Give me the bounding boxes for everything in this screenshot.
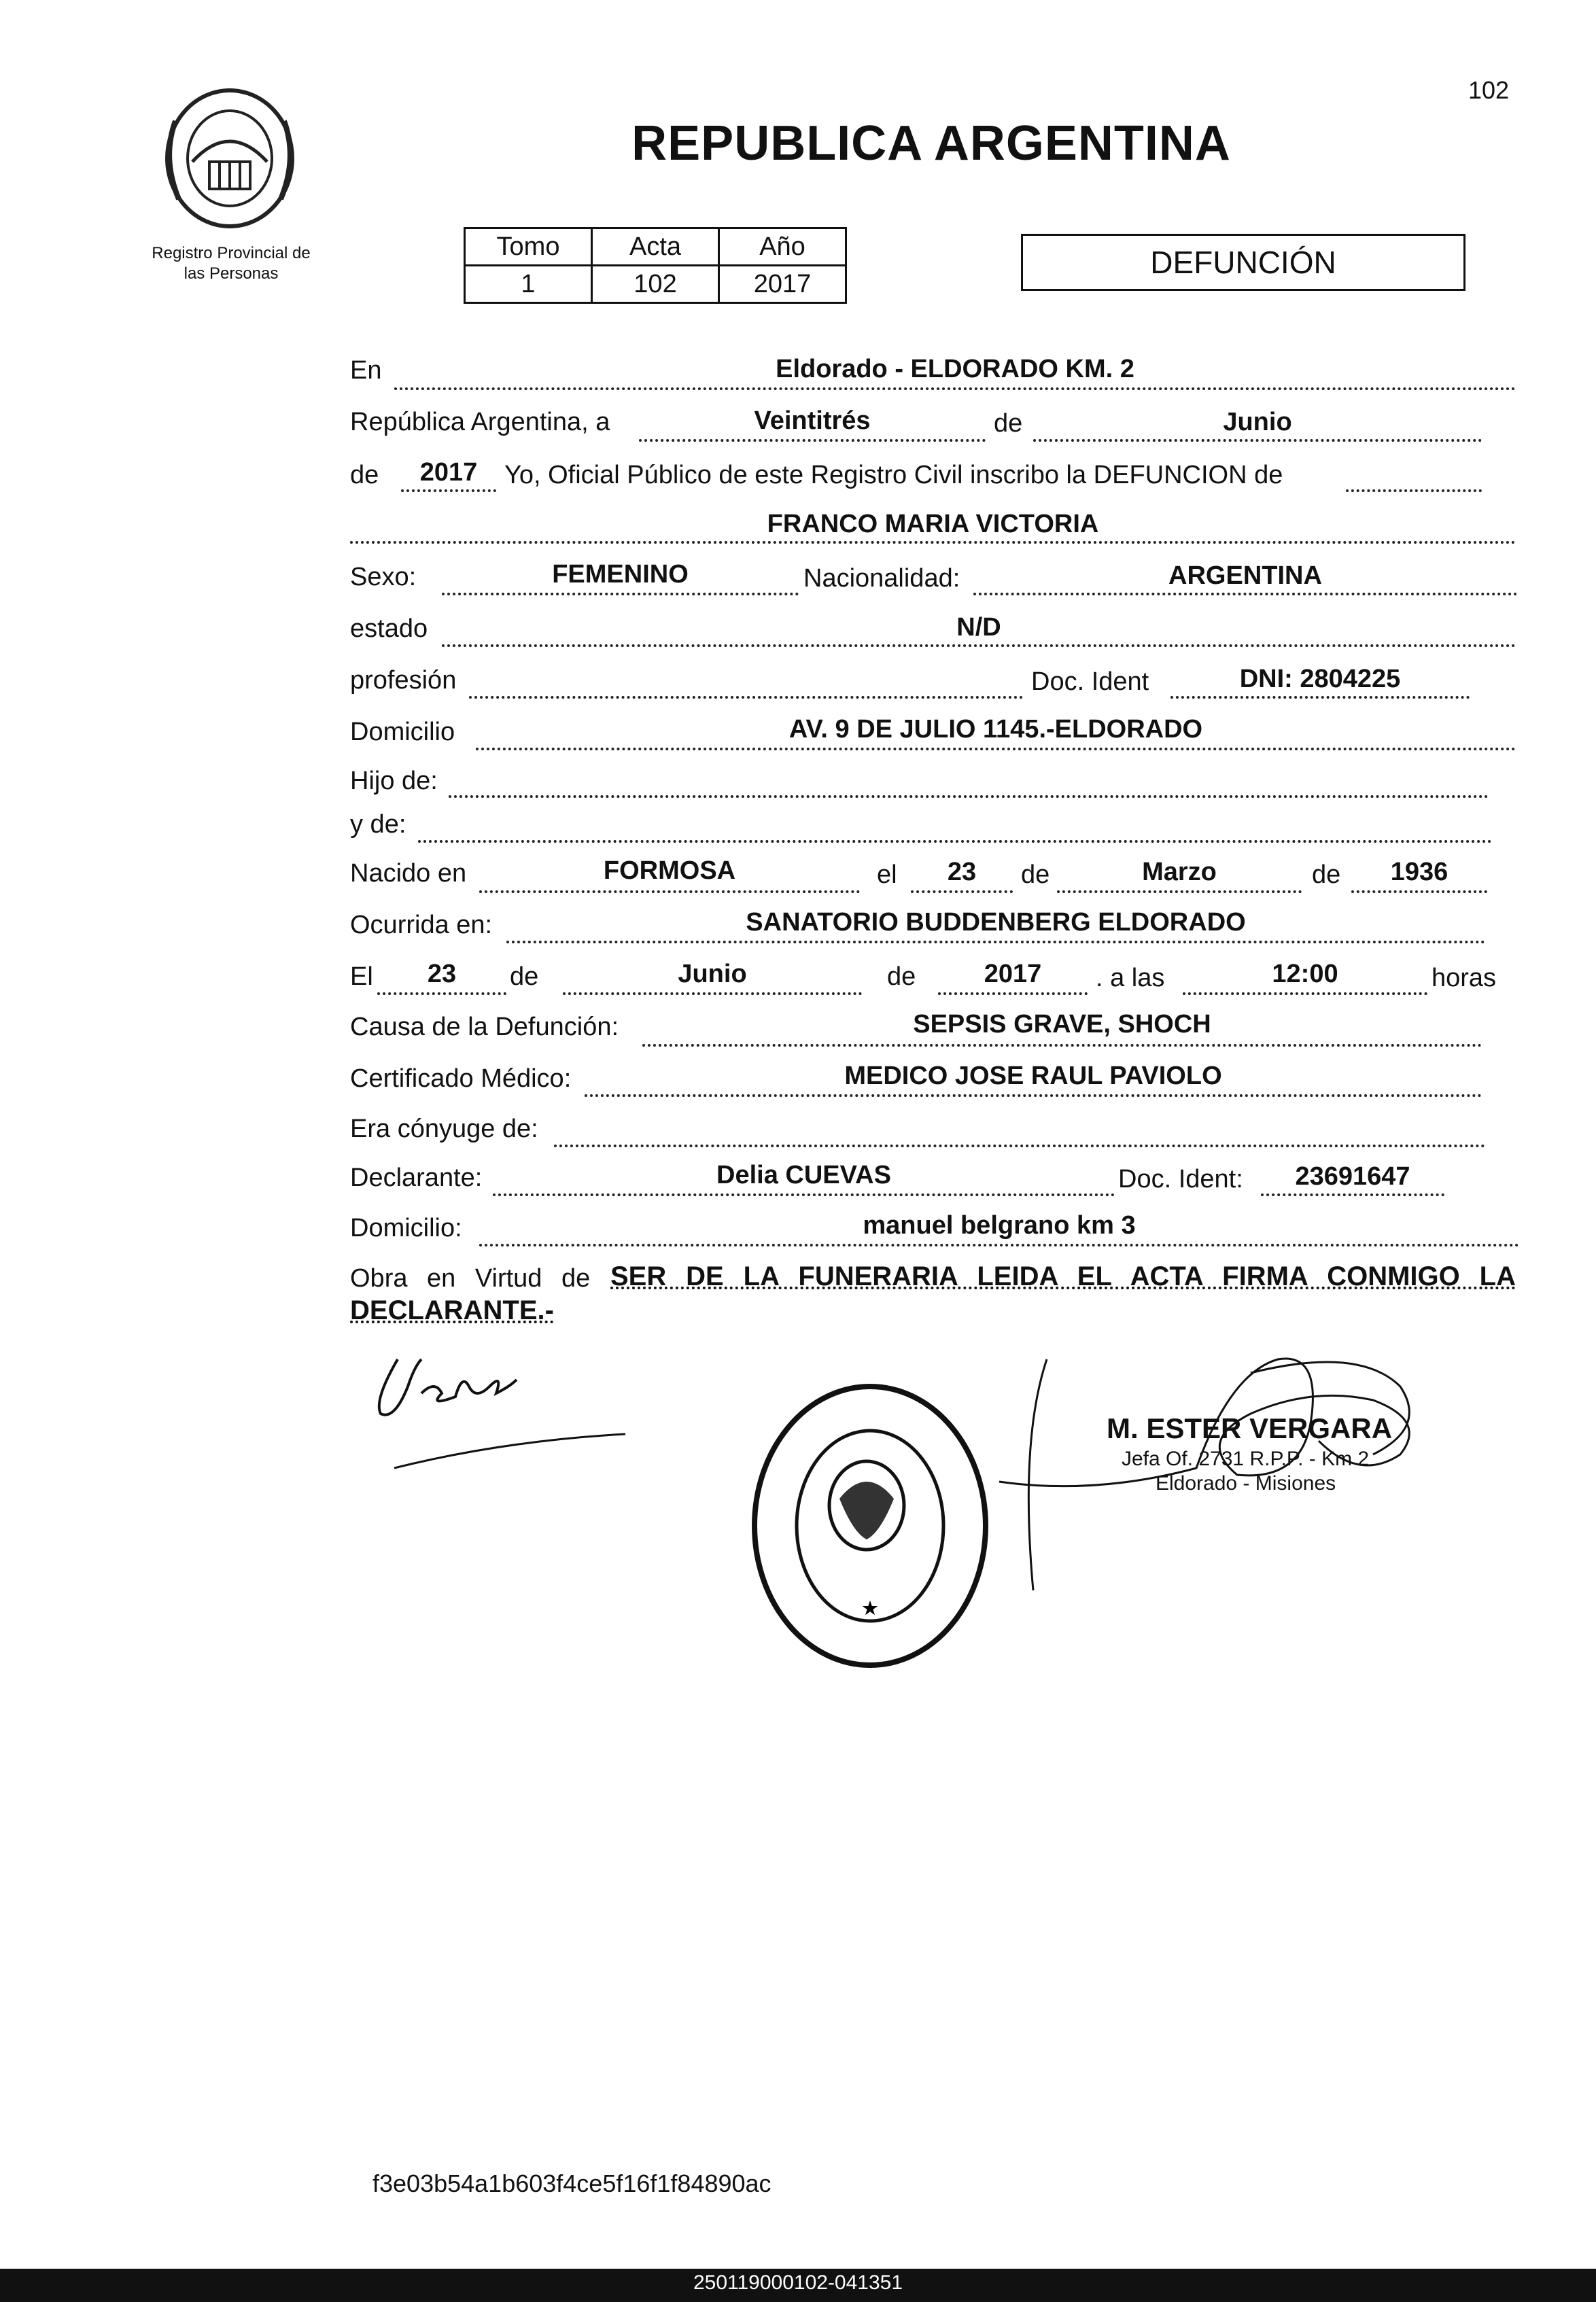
label-republica: República Argentina, a: [350, 408, 610, 436]
registry-round-seal-icon: [744, 1376, 996, 1675]
label-el: el: [877, 860, 897, 889]
record-type-box: DEFUNCIÓN: [1021, 234, 1465, 291]
label-hijo-de: Hijo de:: [350, 767, 438, 795]
label-yo-oficial: Yo, Oficial Público de este Registro Civil inscribo la DEFUNCION de: [504, 461, 1283, 489]
label-certificado: Certificado Médico:: [350, 1064, 572, 1093]
anio-header: Año: [719, 228, 846, 266]
label-obra: Obra en Virtud de: [350, 1264, 591, 1293]
book-table: [464, 227, 847, 304]
dotted-line: [554, 1145, 1485, 1147]
label-de-death-month: de: [510, 962, 539, 991]
dotted-line: [1351, 890, 1487, 893]
obra-value-line1: SER DE LA FUNERARIA LEIDA EL ACTA FIRMA CONMIGO LA: [610, 1261, 1516, 1291]
declarant-address-value: manuel belgrano km 3: [863, 1211, 1136, 1240]
dotted-line: [1183, 992, 1427, 995]
declarant-value: Delia CUEVAS: [716, 1161, 891, 1189]
birth-day-value: 23: [947, 858, 977, 886]
cause-value: SEPSIS GRAVE, SHOCH: [913, 1010, 1211, 1039]
label-domicilio-declarant: Domicilio:: [350, 1214, 462, 1242]
dotted-line: [377, 992, 506, 995]
dotted-line: [639, 439, 986, 442]
death-time-value: 12:00: [1272, 960, 1338, 988]
anio-value: 2017: [719, 266, 846, 303]
acta-value: 102: [592, 266, 719, 303]
svg-text:★: ★: [862, 1598, 878, 1618]
dotted-line: [938, 992, 1088, 995]
place-value: Eldorado - ELDORADO KM. 2: [776, 355, 1134, 383]
label-en: En: [350, 356, 382, 385]
birth-place-value: FORMOSA: [603, 856, 736, 885]
label-conyuge: Era cónyuge de:: [350, 1115, 538, 1143]
document-title: REPUBLICA ARGENTINA: [631, 116, 1231, 171]
dotted-line: [973, 593, 1517, 595]
label-horas: horas: [1432, 964, 1497, 992]
official-name: M. ESTER VERGARA: [1107, 1412, 1393, 1444]
certificate-value: MEDICO JOSE RAUL PAVIOLO: [844, 1062, 1222, 1090]
document-hash: f3e03b54a1b603f4ce5f16f1f84890ac: [372, 2169, 771, 2197]
dotted-line: [642, 1044, 1482, 1047]
dotted-line: [506, 941, 1485, 943]
label-declarante: Declarante:: [350, 1164, 483, 1192]
dotted-line: [350, 541, 1516, 544]
label-de-death-year: de: [887, 962, 916, 991]
dotted-line: [493, 1193, 1115, 1196]
year-value: 2017: [419, 458, 478, 487]
label-ocurrida-en: Ocurrida en:: [350, 911, 493, 939]
label-sexo: Sexo:: [350, 563, 417, 591]
label-doc-ident: Doc. Ident: [1031, 667, 1149, 696]
dotted-line: [442, 593, 799, 595]
dotted-line: [1033, 439, 1482, 442]
civil-status-value: N/D: [956, 613, 1001, 642]
page-number: 102: [1468, 76, 1510, 104]
month-value: Junio: [1223, 408, 1292, 436]
acta-header: Acta: [592, 228, 719, 266]
dotted-line: [563, 992, 862, 995]
label-nacionalidad: Nacionalidad:: [803, 564, 960, 593]
obra-value-line2: DECLARANTE.-: [350, 1295, 554, 1325]
dotted-line: [1346, 489, 1482, 492]
registry-label: Registro Provincial de las Personas: [152, 244, 311, 283]
deceased-name-value: FRANCO MARIA VICTORIA: [767, 510, 1099, 538]
tomo-header: Tomo: [465, 228, 592, 266]
label-causa: Causa de la Defunción:: [350, 1013, 619, 1041]
label-de-year: de: [350, 461, 379, 489]
tomo-value: 1: [465, 266, 592, 303]
dotted-line: [911, 890, 1013, 893]
dotted-line: [1057, 890, 1302, 893]
label-de-birth-year: de: [1312, 860, 1341, 889]
label-de-birth-month: de: [1021, 860, 1050, 889]
provincia-de-misiones-seal-icon: [155, 80, 305, 237]
dotted-line: [479, 890, 860, 893]
sex-value: FEMENINO: [552, 560, 689, 589]
dotted-line: [401, 489, 496, 492]
death-day-value: 23: [427, 960, 457, 988]
label-domicilio: Domicilio: [350, 718, 455, 746]
occurred-in-value: SANATORIO BUDDENBERG ELDORADO: [746, 908, 1246, 937]
official-line2: Jefa Of. 2731 R.P.P. - Km 2: [1122, 1448, 1370, 1470]
day-words-value: Veintitrés: [754, 406, 871, 435]
label-y-de: y de:: [350, 810, 406, 839]
label-estado: estado: [350, 614, 428, 643]
birth-month-value: Marzo: [1142, 858, 1217, 886]
death-month-value: Junio: [678, 960, 747, 988]
official-line3: Eldorado - Misiones: [1156, 1472, 1336, 1495]
footer-code: 250119000102-041351: [693, 2271, 903, 2294]
dotted-line: [469, 696, 1023, 699]
label-profesion: profesión: [350, 666, 457, 695]
dotted-line: [1170, 696, 1470, 699]
declarant-signature: [367, 1339, 653, 1488]
birth-year-value: 1936: [1390, 858, 1448, 886]
doc-value: DNI: 2804225: [1239, 665, 1401, 693]
dotted-line: [1261, 1193, 1444, 1196]
dotted-line: [449, 795, 1489, 798]
label-de: de: [994, 409, 1023, 438]
dotted-line: [479, 1244, 1519, 1246]
dotted-line: [476, 748, 1516, 750]
label-nacido-en: Nacido en: [350, 859, 467, 888]
dotted-line: [394, 387, 1516, 390]
dotted-line: [418, 840, 1492, 843]
death-year-value: 2017: [984, 960, 1042, 988]
dotted-line: [442, 644, 1516, 647]
declarant-doc-value: 23691647: [1295, 1162, 1410, 1191]
nationality-value: ARGENTINA: [1168, 561, 1322, 590]
label-doc-ident-declarant: Doc. Ident:: [1118, 1165, 1243, 1193]
label-a-las: . a las: [1096, 964, 1165, 992]
dotted-line: [585, 1094, 1482, 1097]
label-el-death: El: [350, 962, 373, 991]
address-value: AV. 9 DE JULIO 1145.-ELDORADO: [788, 715, 1203, 744]
